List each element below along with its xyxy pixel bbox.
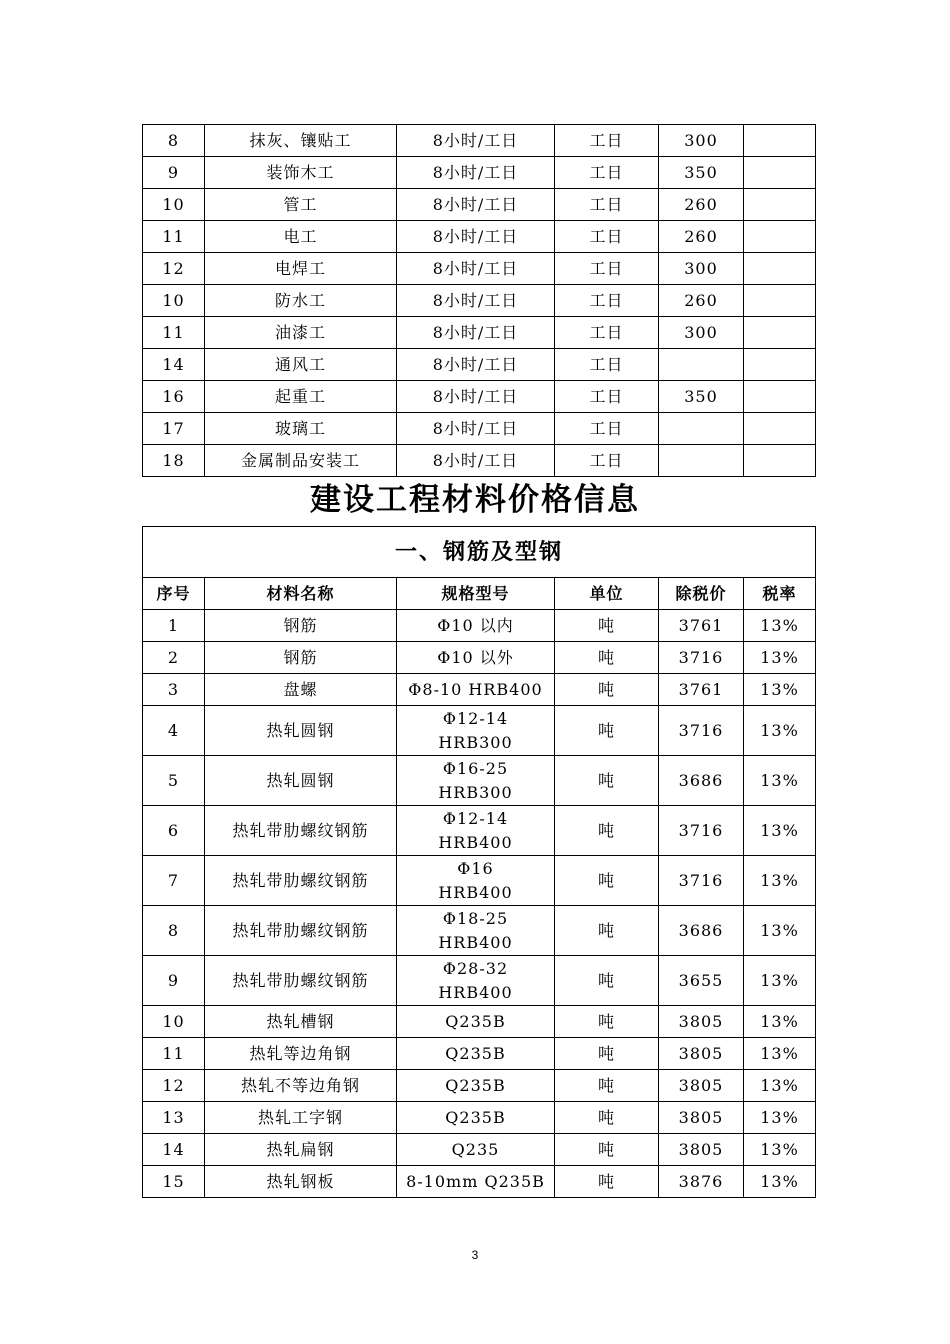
cell-name: 钢筋 bbox=[205, 610, 397, 642]
table-row bbox=[143, 157, 816, 189]
cell-spec bbox=[397, 674, 555, 706]
header-price: 除税价 bbox=[659, 578, 744, 610]
cell-price: 3716 bbox=[659, 806, 744, 856]
table-row bbox=[143, 806, 816, 856]
spec-line: 8-10mm Q235B bbox=[406, 1172, 545, 1191]
spec-line: Φ10 以内 bbox=[437, 616, 514, 635]
page-number: 3 bbox=[471, 1248, 479, 1262]
cell-unit: 吨 bbox=[555, 610, 659, 642]
cell-price: 300 bbox=[659, 253, 744, 285]
cell-price: 3686 bbox=[659, 906, 744, 956]
cell-tax: 13% bbox=[744, 1102, 816, 1134]
table-row bbox=[143, 349, 816, 381]
cell-no: 10 bbox=[143, 285, 205, 317]
cell-unit: 吨 bbox=[555, 956, 659, 1006]
spec-line: Q235B bbox=[445, 1076, 506, 1095]
labor-price-table bbox=[142, 124, 816, 477]
cell-note bbox=[744, 381, 816, 413]
cell-no: 15 bbox=[143, 1166, 205, 1198]
cell-unit: 吨 bbox=[555, 1070, 659, 1102]
cell-spec: 8小时/工日 bbox=[397, 445, 555, 477]
header-no: 序号 bbox=[143, 578, 205, 610]
cell-name: 热轧带肋螺纹钢筋 bbox=[205, 956, 397, 1006]
cell-name: 热轧圆钢 bbox=[205, 756, 397, 806]
cell-tax: 13% bbox=[744, 756, 816, 806]
cell-unit: 工日 bbox=[555, 221, 659, 253]
cell-unit: 工日 bbox=[555, 445, 659, 477]
cell-spec bbox=[397, 1006, 555, 1038]
cell-unit: 吨 bbox=[555, 1038, 659, 1070]
cell-name: 玻璃工 bbox=[205, 413, 397, 445]
cell-note bbox=[744, 157, 816, 189]
cell-tax: 13% bbox=[744, 806, 816, 856]
cell-tax: 13% bbox=[744, 906, 816, 956]
header-row bbox=[143, 578, 816, 610]
cell-name: 热轧不等边角钢 bbox=[205, 1070, 397, 1102]
cell-no: 10 bbox=[143, 189, 205, 221]
cell-unit: 工日 bbox=[555, 253, 659, 285]
table-row bbox=[143, 189, 816, 221]
table-row bbox=[143, 381, 816, 413]
cell-spec bbox=[397, 610, 555, 642]
spec-line: Φ28-32 bbox=[442, 958, 509, 978]
cell-unit: 工日 bbox=[555, 157, 659, 189]
cell-no: 16 bbox=[143, 381, 205, 413]
cell-price: 3655 bbox=[659, 956, 744, 1006]
cell-price: 3716 bbox=[659, 642, 744, 674]
cell-no: 3 bbox=[143, 674, 205, 706]
cell-note bbox=[744, 285, 816, 317]
table-row bbox=[143, 756, 816, 806]
spec-line: Φ10 以外 bbox=[437, 648, 514, 667]
cell-spec: 8小时/工日 bbox=[397, 317, 555, 349]
cell-note bbox=[744, 317, 816, 349]
cell-no: 7 bbox=[143, 856, 205, 906]
cell-tax: 13% bbox=[744, 706, 816, 756]
table-row bbox=[143, 642, 816, 674]
cell-unit: 吨 bbox=[555, 1102, 659, 1134]
cell-tax: 13% bbox=[744, 856, 816, 906]
cell-tax: 13% bbox=[744, 1070, 816, 1102]
cell-unit: 工日 bbox=[555, 125, 659, 157]
cell-price: 350 bbox=[659, 381, 744, 413]
table-row bbox=[143, 1134, 816, 1166]
spec-line: Φ16 bbox=[457, 858, 494, 878]
cell-price bbox=[659, 349, 744, 381]
cell-no: 11 bbox=[143, 1038, 205, 1070]
cell-spec: 8小时/工日 bbox=[397, 413, 555, 445]
cell-name: 热轧带肋螺纹钢筋 bbox=[205, 856, 397, 906]
cell-note bbox=[744, 445, 816, 477]
cell-tax: 13% bbox=[744, 1038, 816, 1070]
cell-price: 350 bbox=[659, 157, 744, 189]
cell-note bbox=[744, 349, 816, 381]
cell-no: 11 bbox=[143, 317, 205, 349]
cell-unit: 工日 bbox=[555, 381, 659, 413]
cell-no: 8 bbox=[143, 125, 205, 157]
table-row bbox=[143, 706, 816, 756]
cell-price: 260 bbox=[659, 221, 744, 253]
cell-note bbox=[744, 221, 816, 253]
cell-unit: 工日 bbox=[555, 413, 659, 445]
cell-name: 通风工 bbox=[205, 349, 397, 381]
cell-price: 3876 bbox=[659, 1166, 744, 1198]
section-row bbox=[143, 527, 816, 578]
cell-price: 3716 bbox=[659, 706, 744, 756]
cell-price: 260 bbox=[659, 285, 744, 317]
table-row bbox=[143, 1038, 816, 1070]
cell-unit: 吨 bbox=[555, 1134, 659, 1166]
cell-price: 3805 bbox=[659, 1070, 744, 1102]
cell-no: 14 bbox=[143, 349, 205, 381]
cell-name: 金属制品安装工 bbox=[205, 445, 397, 477]
cell-no: 11 bbox=[143, 221, 205, 253]
cell-price: 3805 bbox=[659, 1038, 744, 1070]
spec-line: Q235 bbox=[451, 1140, 500, 1159]
cell-price: 3805 bbox=[659, 1102, 744, 1134]
material-table-body bbox=[143, 527, 816, 1198]
spec-line: Φ18-25 bbox=[442, 908, 509, 928]
cell-price: 3761 bbox=[659, 610, 744, 642]
spec-line: Q235B bbox=[445, 1108, 506, 1127]
cell-name: 热轧槽钢 bbox=[205, 1006, 397, 1038]
cell-spec bbox=[397, 906, 555, 956]
cell-spec: 8小时/工日 bbox=[397, 349, 555, 381]
cell-spec bbox=[397, 1166, 555, 1198]
table-row bbox=[143, 906, 816, 956]
cell-name: 热轧带肋螺纹钢筋 bbox=[205, 806, 397, 856]
cell-name: 热轧钢板 bbox=[205, 1166, 397, 1198]
header-unit: 单位 bbox=[555, 578, 659, 610]
table-row bbox=[143, 610, 816, 642]
cell-tax: 13% bbox=[744, 956, 816, 1006]
cell-tax: 13% bbox=[744, 1166, 816, 1198]
spec-line: HRB300 bbox=[438, 782, 513, 802]
cell-price: 3805 bbox=[659, 1006, 744, 1038]
spec-line: HRB400 bbox=[438, 882, 513, 902]
cell-spec: 8小时/工日 bbox=[397, 221, 555, 253]
labor-table-body bbox=[143, 125, 816, 477]
cell-spec bbox=[397, 1070, 555, 1102]
cell-name: 电工 bbox=[205, 221, 397, 253]
cell-spec bbox=[397, 856, 555, 906]
spec-line: Φ12-14 bbox=[442, 708, 509, 728]
cell-spec: 8小时/工日 bbox=[397, 125, 555, 157]
cell-no: 13 bbox=[143, 1102, 205, 1134]
cell-name: 油漆工 bbox=[205, 317, 397, 349]
table-row bbox=[143, 674, 816, 706]
table-row bbox=[143, 856, 816, 906]
cell-spec: 8小时/工日 bbox=[397, 157, 555, 189]
cell-tax: 13% bbox=[744, 610, 816, 642]
cell-spec bbox=[397, 806, 555, 856]
table-row bbox=[143, 221, 816, 253]
cell-no: 4 bbox=[143, 706, 205, 756]
table-row bbox=[143, 1006, 816, 1038]
cell-note bbox=[744, 253, 816, 285]
cell-spec bbox=[397, 1134, 555, 1166]
cell-tax: 13% bbox=[744, 674, 816, 706]
cell-unit: 工日 bbox=[555, 189, 659, 221]
cell-spec bbox=[397, 956, 555, 1006]
cell-spec bbox=[397, 1038, 555, 1070]
table-row bbox=[143, 413, 816, 445]
spec-line: Q235B bbox=[445, 1012, 506, 1031]
spec-line: HRB400 bbox=[438, 832, 513, 852]
cell-no: 10 bbox=[143, 1006, 205, 1038]
cell-no: 1 bbox=[143, 610, 205, 642]
cell-spec: 8小时/工日 bbox=[397, 189, 555, 221]
spec-line: Φ8-10 HRB400 bbox=[408, 680, 543, 699]
spec-line: Φ16-25 bbox=[442, 758, 509, 778]
cell-unit: 吨 bbox=[555, 1166, 659, 1198]
cell-unit: 吨 bbox=[555, 756, 659, 806]
cell-name: 热轧等边角钢 bbox=[205, 1038, 397, 1070]
spec-line: Φ12-14 bbox=[442, 808, 509, 828]
cell-unit: 吨 bbox=[555, 1006, 659, 1038]
cell-unit: 吨 bbox=[555, 806, 659, 856]
cell-name: 防水工 bbox=[205, 285, 397, 317]
cell-name: 盘螺 bbox=[205, 674, 397, 706]
cell-spec bbox=[397, 756, 555, 806]
cell-note bbox=[744, 125, 816, 157]
cell-name: 起重工 bbox=[205, 381, 397, 413]
cell-unit: 吨 bbox=[555, 642, 659, 674]
cell-tax: 13% bbox=[744, 1006, 816, 1038]
cell-no: 12 bbox=[143, 1070, 205, 1102]
cell-price: 300 bbox=[659, 317, 744, 349]
cell-no: 14 bbox=[143, 1134, 205, 1166]
table-row bbox=[143, 285, 816, 317]
table-row bbox=[143, 1166, 816, 1198]
spec-line: HRB300 bbox=[438, 732, 513, 752]
cell-unit: 工日 bbox=[555, 317, 659, 349]
cell-unit: 吨 bbox=[555, 856, 659, 906]
cell-price: 3761 bbox=[659, 674, 744, 706]
cell-spec bbox=[397, 1102, 555, 1134]
cell-price bbox=[659, 413, 744, 445]
cell-name: 抹灰、镶贴工 bbox=[205, 125, 397, 157]
cell-price: 260 bbox=[659, 189, 744, 221]
cell-no: 2 bbox=[143, 642, 205, 674]
cell-note bbox=[744, 413, 816, 445]
cell-tax: 13% bbox=[744, 1134, 816, 1166]
table-row bbox=[143, 1070, 816, 1102]
cell-name: 热轧工字钢 bbox=[205, 1102, 397, 1134]
cell-unit: 工日 bbox=[555, 285, 659, 317]
cell-no: 17 bbox=[143, 413, 205, 445]
cell-name: 钢筋 bbox=[205, 642, 397, 674]
cell-unit: 吨 bbox=[555, 706, 659, 756]
cell-price: 3716 bbox=[659, 856, 744, 906]
header-spec: 规格型号 bbox=[397, 578, 555, 610]
cell-unit: 吨 bbox=[555, 906, 659, 956]
header-name: 材料名称 bbox=[205, 578, 397, 610]
cell-name: 热轧扁钢 bbox=[205, 1134, 397, 1166]
cell-no: 9 bbox=[143, 956, 205, 1006]
table-row bbox=[143, 956, 816, 1006]
header-tax: 税率 bbox=[744, 578, 816, 610]
cell-name: 热轧圆钢 bbox=[205, 706, 397, 756]
cell-spec: 8小时/工日 bbox=[397, 253, 555, 285]
cell-unit: 工日 bbox=[555, 349, 659, 381]
table-row bbox=[143, 445, 816, 477]
cell-no: 5 bbox=[143, 756, 205, 806]
cell-spec bbox=[397, 706, 555, 756]
table-row bbox=[143, 317, 816, 349]
cell-name: 电焊工 bbox=[205, 253, 397, 285]
cell-price: 3686 bbox=[659, 756, 744, 806]
spec-line: Q235B bbox=[445, 1044, 506, 1063]
cell-unit: 吨 bbox=[555, 674, 659, 706]
cell-note bbox=[744, 189, 816, 221]
cell-price: 3805 bbox=[659, 1134, 744, 1166]
section-title: 一、钢筋及型钢 bbox=[143, 527, 816, 578]
material-price-table bbox=[142, 526, 816, 1198]
cell-no: 8 bbox=[143, 906, 205, 956]
cell-price: 300 bbox=[659, 125, 744, 157]
page-title: 建设工程材料价格信息 bbox=[310, 482, 640, 518]
table-row bbox=[143, 1102, 816, 1134]
cell-no: 12 bbox=[143, 253, 205, 285]
cell-name: 管工 bbox=[205, 189, 397, 221]
cell-spec bbox=[397, 642, 555, 674]
cell-name: 装饰木工 bbox=[205, 157, 397, 189]
cell-price bbox=[659, 445, 744, 477]
cell-tax: 13% bbox=[744, 642, 816, 674]
spec-line: HRB400 bbox=[438, 932, 513, 952]
table-row bbox=[143, 253, 816, 285]
cell-spec: 8小时/工日 bbox=[397, 381, 555, 413]
cell-spec: 8小时/工日 bbox=[397, 285, 555, 317]
table-row bbox=[143, 125, 816, 157]
cell-no: 9 bbox=[143, 157, 205, 189]
spec-line: HRB400 bbox=[438, 982, 513, 1002]
cell-no: 18 bbox=[143, 445, 205, 477]
cell-name: 热轧带肋螺纹钢筋 bbox=[205, 906, 397, 956]
cell-no: 6 bbox=[143, 806, 205, 856]
